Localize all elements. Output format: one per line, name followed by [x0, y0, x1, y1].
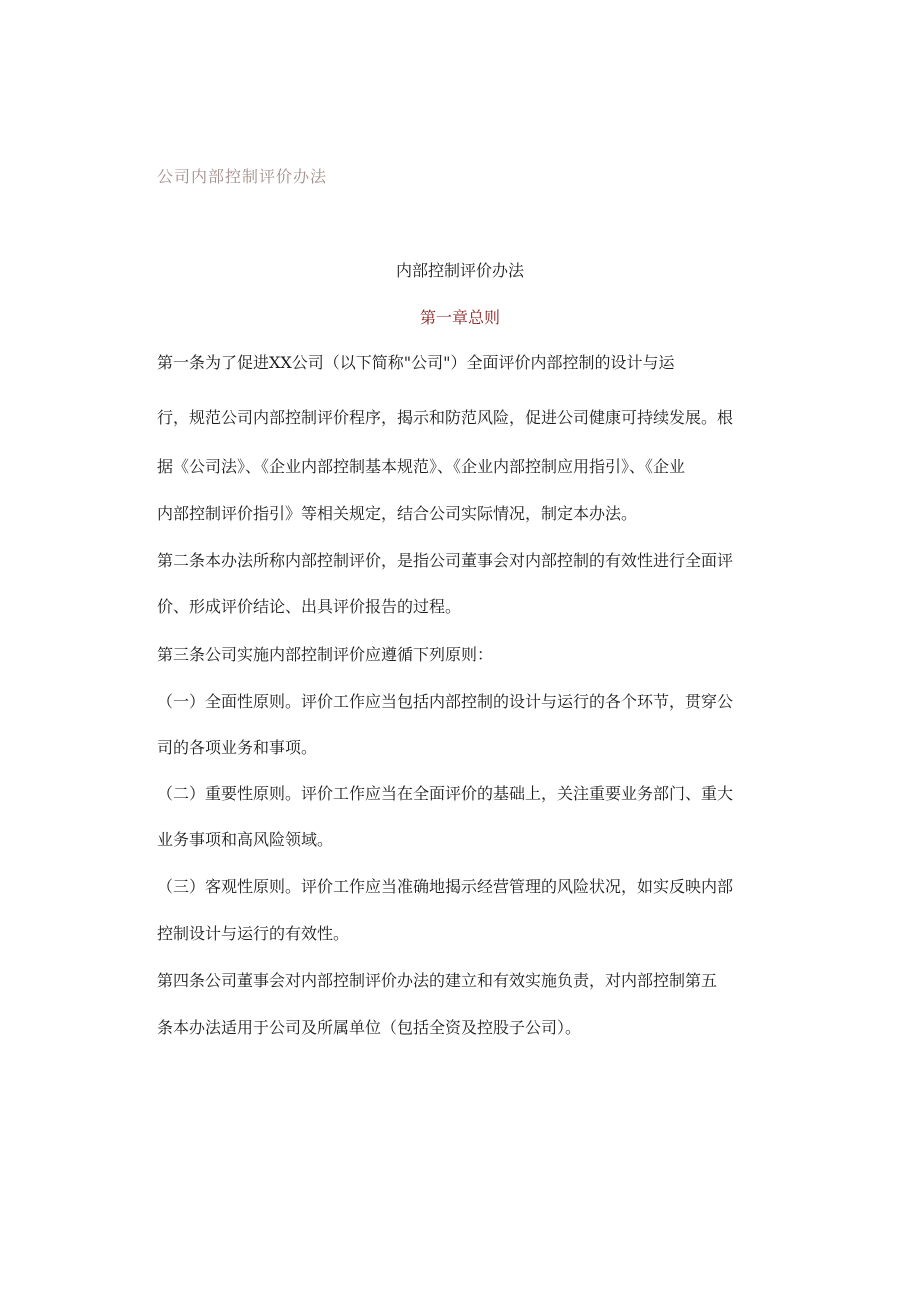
- article-2-line-1: 第二条本办法所称内部控制评价，是指公司董事会对内部控制的有效性进行全面评: [157, 551, 734, 570]
- document-title: 内部控制评价办法: [395, 261, 524, 280]
- chapter-heading: 第一章总则: [419, 308, 500, 327]
- article-3-line-1: 第三条公司实施内部控制评价应遵循下列原则：: [157, 645, 494, 664]
- article-4-line-1: 第四条公司董事会对内部控制评价办法的建立和有效实施负责，对内部控制第五: [157, 971, 718, 990]
- principle-3-line-2: 控制设计与运行的有效性。: [157, 924, 350, 943]
- article-5-line-1: 条本办法适用于公司及所属单位（包括全资及控股子公司）。: [157, 1018, 582, 1037]
- article-1-line-3: 据《公司法》、《企业内部控制基本规范》、《企业内部控制应用指引》、《企业: [157, 457, 686, 476]
- article-1-line-4: 内部控制评价指引》等相关规定，结合公司实际情况，制定本办法。: [157, 504, 638, 523]
- article-1-line-2: 行，规范公司内部控制评价程序，揭示和防范风险，促进公司健康可持续发展。根: [157, 408, 734, 427]
- principle-2-line-1: （二）重要性原则。评价工作应当在全面评价的基础上，关注重要业务部门、重大: [157, 784, 734, 803]
- article-1-line-1: 第一条为了促进XX公司（以下简称"公司"）全面评价内部控制的设计与运: [157, 353, 675, 372]
- principle-1-line-1: （一）全面性原则。评价工作应当包括内部控制的设计与运行的各个环节，贯穿公: [157, 692, 734, 711]
- article-2-line-2: 价、形成评价结论、出具评价报告的过程。: [157, 597, 462, 616]
- principle-2-line-2: 业务事项和高风险领域。: [157, 830, 334, 849]
- principle-1-line-2: 司的各项业务和事项。: [157, 738, 318, 757]
- principle-3-line-1: （三）客观性原则。评价工作应当准确地揭示经营管理的风险状况，如实反映内部: [157, 877, 734, 896]
- page-header-title: 公司内部控制评价办法: [157, 167, 328, 186]
